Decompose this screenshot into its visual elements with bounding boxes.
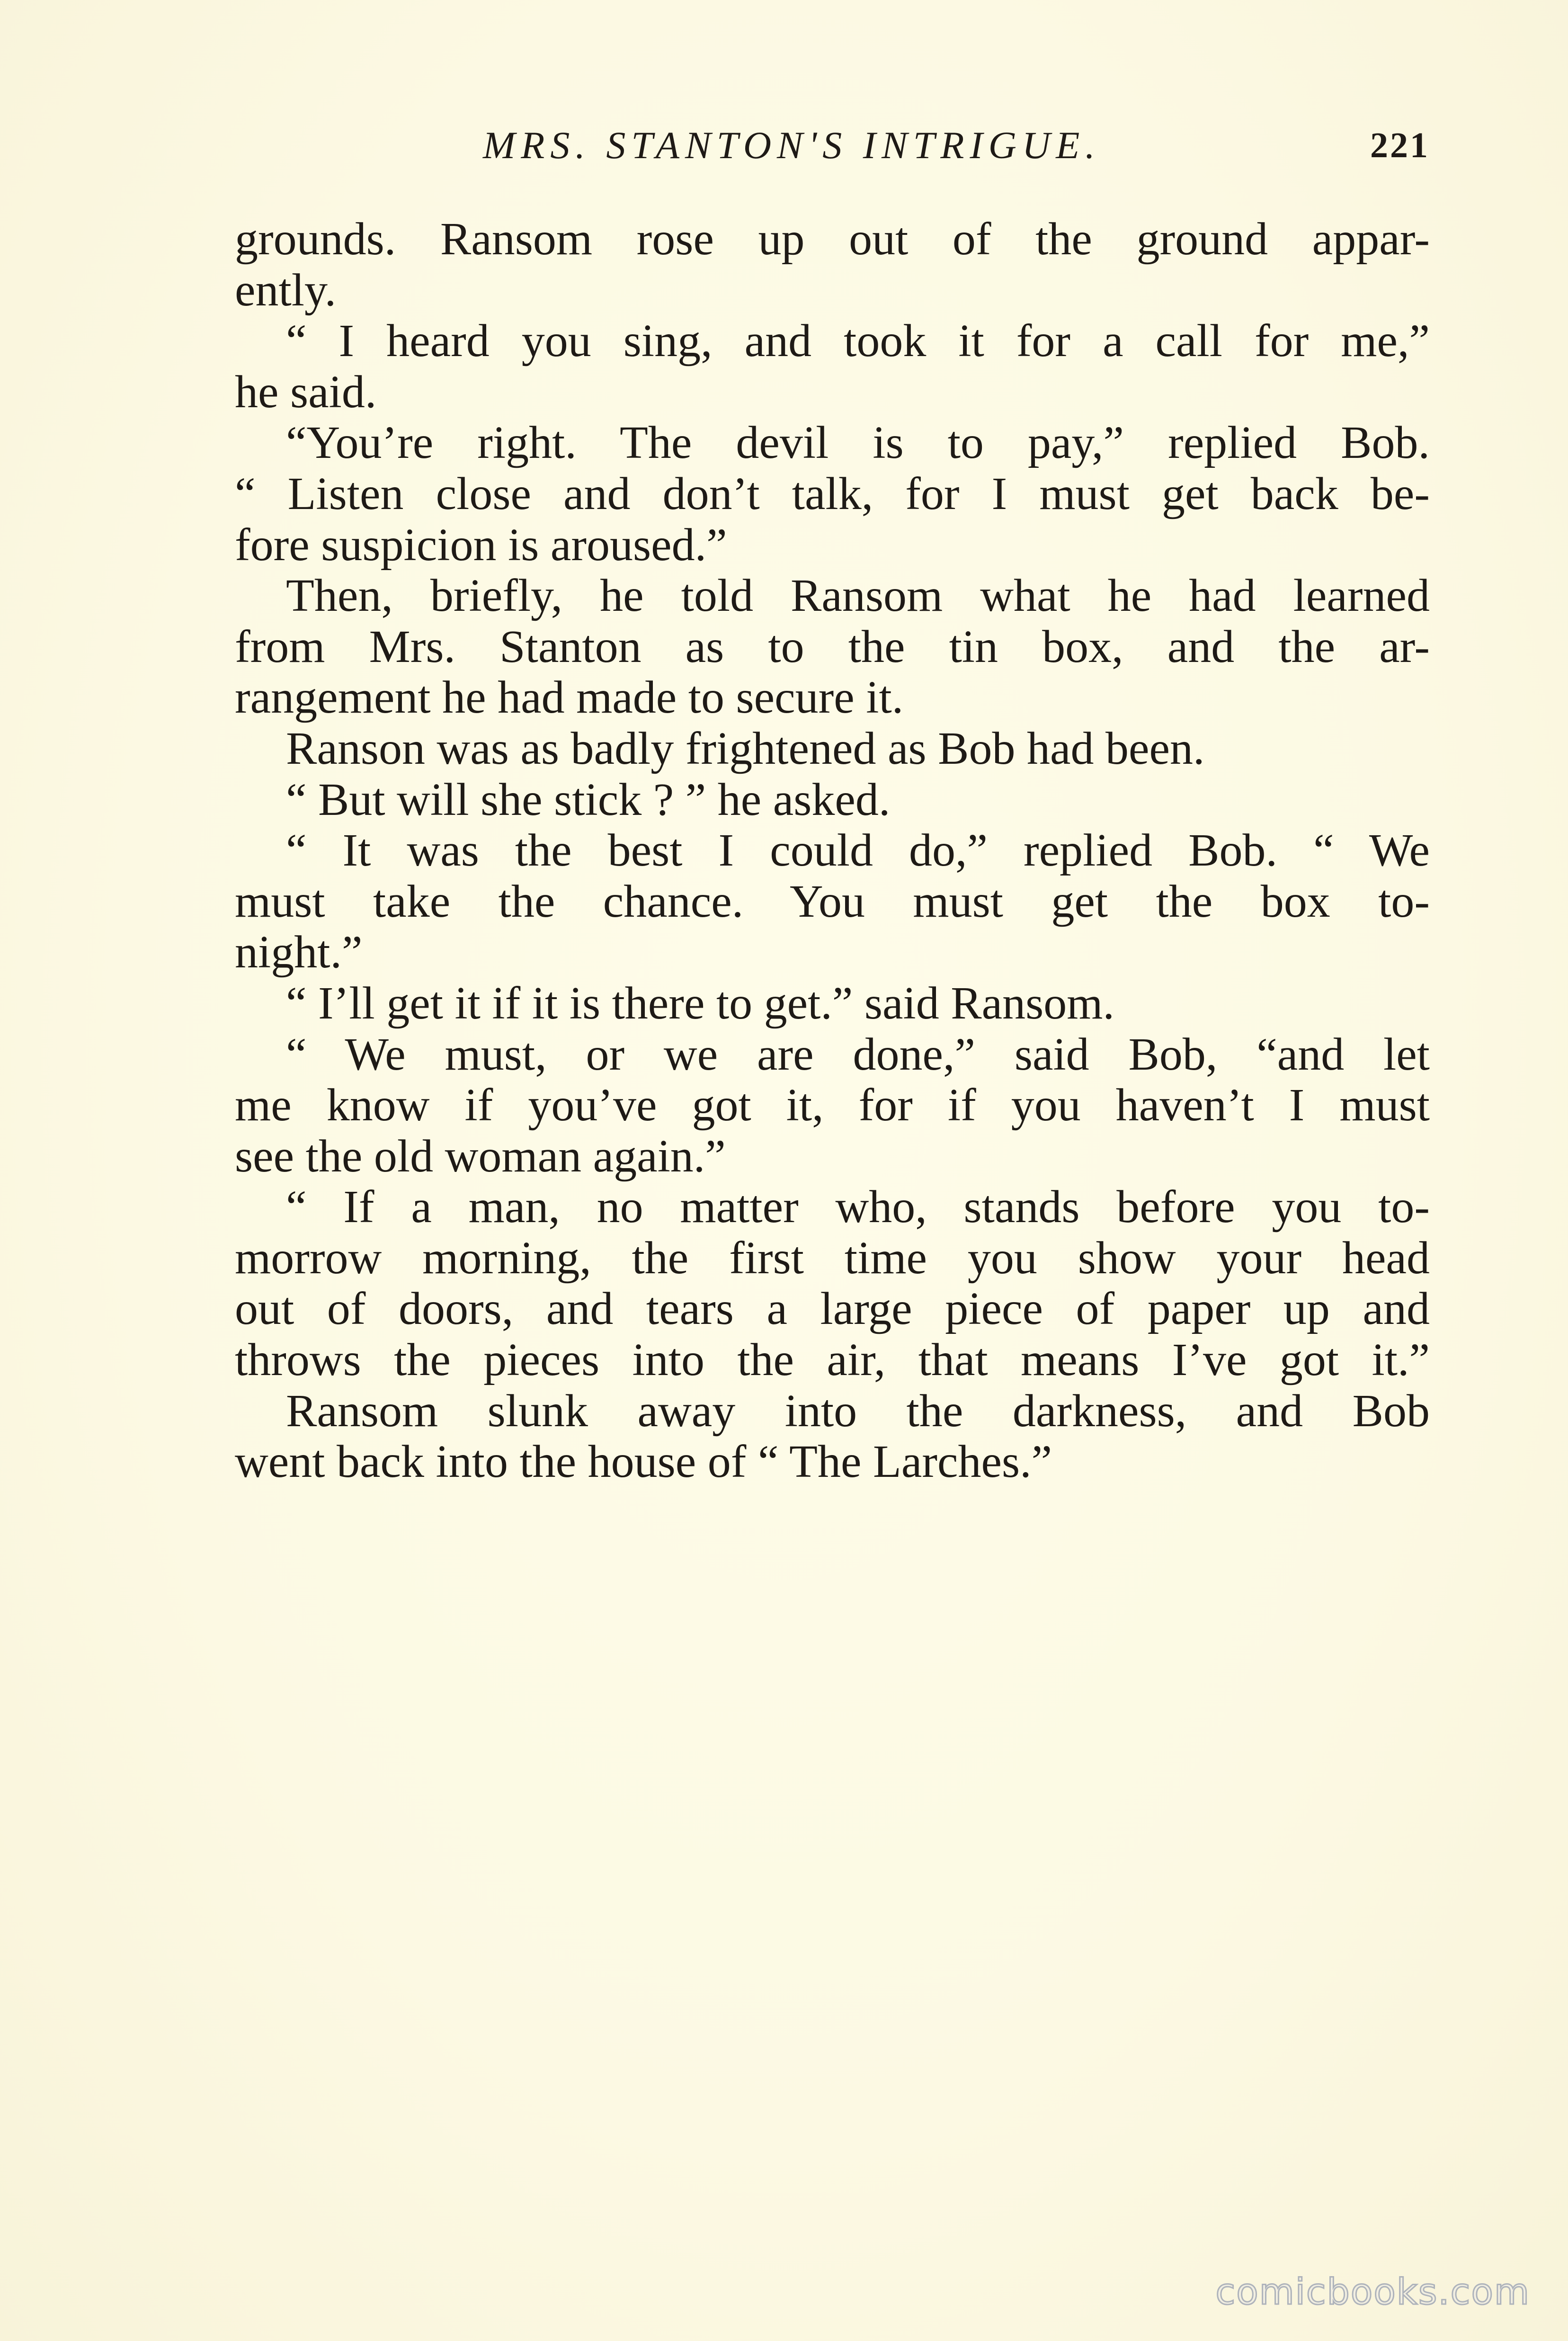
text-line: “ We must, or we are done,” said Bob, “and let	[286, 1028, 1430, 1080]
text-line: morrow morning, the first time you show your head	[235, 1232, 1430, 1284]
text-line: he said.	[235, 366, 377, 418]
text-line: ently.	[235, 264, 337, 316]
text-line: from Mrs. Stanton as to the tin box, and the ar-	[235, 621, 1430, 672]
watermark: comicbooks.com	[1215, 2270, 1530, 2313]
text-line: Then, briefly, he told Ransom what he had learned	[286, 570, 1430, 622]
text-line: “ I heard you sing, and took it for a call for me,”	[286, 315, 1430, 367]
text-line: “ If a man, no matter who, stands before you to-	[286, 1181, 1430, 1233]
text-line: fore suspicion is aroused.”	[235, 519, 727, 571]
text-line: rangement he had made to secure it.	[235, 672, 904, 724]
text-line: out of doors, and tears a large piece of paper up and	[235, 1283, 1430, 1335]
running-title: MRS. STANTON'S INTRIGUE.	[483, 124, 1101, 167]
text-line: night.”	[235, 927, 363, 978]
running-head	[237, 119, 1430, 171]
text-line: Ranson was as badly frightened as Bob had been.	[286, 723, 1205, 774]
body-text	[235, 214, 1430, 1488]
text-line: “ I’ll get it if it is there to get.” said Ransom.	[286, 977, 1114, 1029]
text-line: “ Listen close and don’t talk, for I must get back be-	[235, 468, 1430, 519]
text-line: grounds. Ransom rose up out of the ground appar-	[235, 214, 1430, 265]
text-line: “ It was the best I could do,” replied Bob. “ We	[286, 825, 1430, 876]
text-line: see the old woman again.”	[235, 1130, 726, 1182]
text-line: went back into the house of “ The Larches.”	[235, 1436, 1052, 1488]
text-line: me know if you’ve got it, for if you haven’t I must	[235, 1080, 1430, 1131]
text-line: throws the pieces into the air, that means I’ve got it.”	[235, 1334, 1430, 1386]
text-line: Ransom slunk away into the darkness, and Bob	[286, 1385, 1430, 1437]
page-number: 221	[1370, 125, 1430, 165]
text-line: “You’re right. The devil is to pay,” replied Bob.	[286, 417, 1430, 469]
text-line: must take the chance. You must get the box to-	[235, 876, 1430, 927]
text-line: “ But will she stick ? ” he asked.	[286, 774, 891, 825]
